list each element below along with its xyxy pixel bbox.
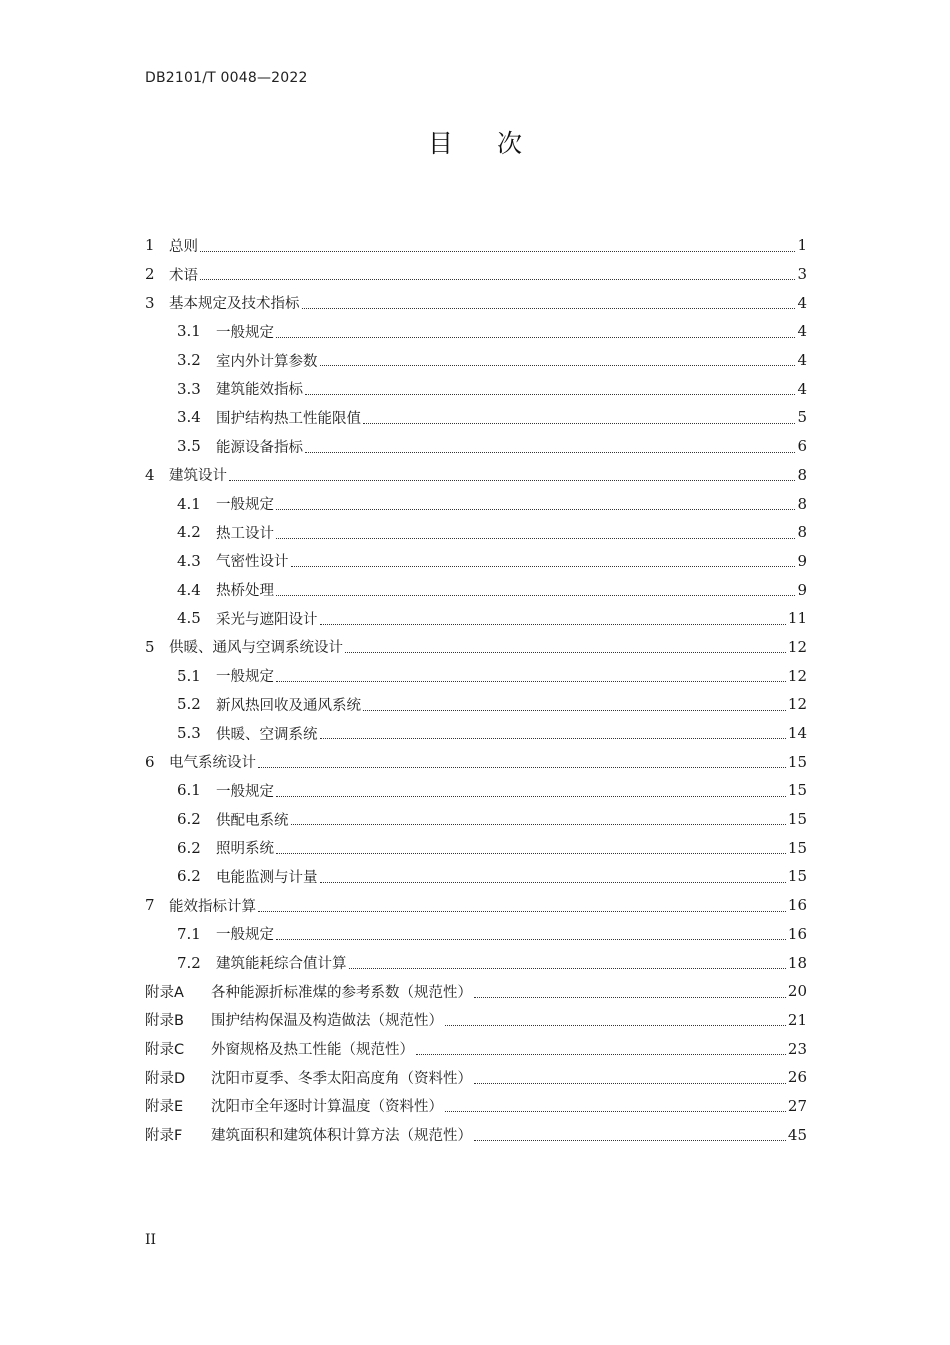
dot-leader — [320, 737, 786, 739]
dot-leader — [363, 709, 786, 711]
toc-entry-page: 6 — [797, 437, 807, 456]
toc-entry-page: 12 — [787, 666, 807, 685]
toc-entry-page: 5 — [797, 408, 807, 427]
toc-entry-page: 23 — [787, 1039, 807, 1058]
toc-entry-title: 新风热回收及通风系统 — [216, 697, 361, 714]
toc-entry-number: 附录F — [145, 1128, 183, 1145]
toc-entry-title: 术语 — [169, 267, 198, 284]
dot-leader — [276, 336, 795, 338]
toc-entry-number: 4.4 — [177, 580, 201, 599]
toc-entry-page: 20 — [787, 982, 807, 1001]
toc-entry-title: 沈阳市夏季、冬季太阳高度角（资料性） — [211, 1070, 472, 1087]
toc-entry-number: 5 — [145, 637, 155, 656]
toc-entry-number: 7 — [145, 896, 155, 915]
toc-entry-page: 8 — [797, 523, 807, 542]
toc-entry-title: 沈阳市全年逐时计算温度（资料性） — [211, 1099, 443, 1116]
toc-entry-title: 基本规定及技术指标 — [169, 296, 300, 313]
toc-entry-page: 9 — [797, 580, 807, 599]
dot-leader — [276, 594, 795, 596]
toc-section-entry[interactable] — [145, 518, 807, 547]
dot-leader — [276, 852, 786, 854]
toc-section-entry[interactable] — [145, 604, 807, 633]
toc-entry-page: 4 — [797, 351, 807, 370]
toc-chapter-entry[interactable] — [145, 633, 807, 662]
toc-section-entry[interactable] — [145, 346, 807, 375]
toc-entry-title: 建筑面积和建筑体积计算方法（规范性） — [211, 1128, 472, 1145]
toc-entry-number: 6.2 — [177, 838, 201, 857]
toc-entry-page: 11 — [787, 609, 807, 628]
dot-leader — [320, 364, 796, 366]
toc-entry-page: 15 — [787, 752, 807, 771]
toc-section-entry[interactable] — [145, 776, 807, 805]
toc-entry-number: 4.5 — [177, 609, 201, 628]
toc-entry-number: 3.1 — [177, 322, 201, 341]
toc-entry-page: 12 — [787, 695, 807, 714]
toc-entry-title: 一般规定 — [216, 669, 274, 686]
toc-entry-title: 能源设备指标 — [216, 439, 303, 456]
toc-entry-page: 15 — [787, 867, 807, 886]
toc-entry-title: 电气系统设计 — [169, 755, 256, 772]
dot-leader — [363, 422, 795, 424]
toc-entry-number: 3.4 — [177, 408, 201, 427]
dot-leader — [291, 823, 786, 825]
toc-entry-number: 3.3 — [177, 379, 201, 398]
toc-entry-title: 建筑设计 — [169, 468, 227, 485]
dot-leader — [258, 766, 786, 768]
toc-entry-title: 热工设计 — [216, 525, 274, 542]
toc-entry-number: 1 — [145, 236, 155, 255]
toc-entry-page: 18 — [787, 953, 807, 972]
toc-section-entry[interactable] — [145, 719, 807, 748]
dot-leader — [276, 537, 795, 539]
toc-entry-page: 15 — [787, 781, 807, 800]
toc-entry-title: 建筑能耗综合值计算 — [216, 956, 347, 973]
dot-leader — [445, 1110, 786, 1112]
toc-entry-title: 供暖、通风与空调系统设计 — [169, 640, 343, 657]
toc-entry-title: 采光与遮阳设计 — [216, 611, 318, 628]
toc-entry-number: 4 — [145, 465, 155, 484]
toc-entry-number: 6.2 — [177, 867, 201, 886]
toc-entry-title: 围护结构保温及构造做法（规范性） — [211, 1013, 443, 1030]
toc-chapter-entry[interactable] — [145, 260, 807, 289]
toc-entry-number: 附录E — [145, 1099, 184, 1116]
toc-entry-number: 6.1 — [177, 781, 201, 800]
toc-section-entry[interactable] — [145, 805, 807, 834]
toc-entry-page: 26 — [787, 1068, 807, 1087]
toc-entry-number: 附录A — [145, 984, 184, 1001]
dot-leader — [258, 910, 786, 912]
dot-leader — [474, 1139, 786, 1141]
toc-appendix-entry[interactable] — [145, 1063, 807, 1092]
toc-entry-page: 4 — [797, 293, 807, 312]
dot-leader — [229, 479, 795, 481]
dot-leader — [474, 1082, 786, 1084]
dot-leader — [200, 278, 795, 280]
toc-entry-title: 建筑能效指标 — [216, 382, 303, 399]
toc-entry-page: 1 — [797, 236, 807, 255]
toc-entry-title: 能效指标计算 — [169, 898, 256, 915]
page-number: II — [145, 1232, 157, 1248]
toc-appendix-entry[interactable] — [145, 1120, 807, 1149]
toc-entry-number: 5.2 — [177, 695, 201, 714]
toc-entry-number: 5.1 — [177, 666, 201, 685]
toc-entry-page: 4 — [797, 379, 807, 398]
toc-entry-title: 供配电系统 — [216, 812, 289, 829]
dot-leader — [302, 307, 796, 309]
dot-leader — [445, 1024, 786, 1026]
toc-section-entry[interactable] — [145, 317, 807, 346]
toc-entry-title: 照明系统 — [216, 841, 274, 858]
toc-appendix-entry[interactable] — [145, 1006, 807, 1035]
toc-chapter-entry[interactable] — [145, 288, 807, 317]
toc-entry-title: 一般规定 — [216, 783, 274, 800]
toc-chapter-entry[interactable] — [145, 231, 807, 260]
toc-section-entry[interactable] — [145, 374, 807, 403]
toc-entry-number: 3.5 — [177, 437, 201, 456]
toc-entry-number: 6.2 — [177, 810, 201, 829]
toc-entry-number: 4.2 — [177, 523, 201, 542]
page-title: 目次 — [427, 129, 566, 158]
toc-entry-number: 附录C — [145, 1042, 185, 1059]
toc-section-entry[interactable] — [145, 833, 807, 862]
toc-entry-number: 4.1 — [177, 494, 201, 513]
toc-entry-title: 室内外计算参数 — [216, 353, 318, 370]
toc-section-entry[interactable] — [145, 432, 807, 461]
toc-entry-number: 3 — [145, 293, 155, 312]
toc-entry-title: 电能监测与计量 — [216, 869, 318, 886]
toc-entry-page: 8 — [797, 465, 807, 484]
toc-chapter-entry[interactable] — [145, 891, 807, 920]
dot-leader — [320, 623, 786, 625]
toc-appendix-entry[interactable] — [145, 1034, 807, 1063]
toc-entry-title: 气密性设计 — [216, 554, 289, 571]
dot-leader — [305, 451, 795, 453]
toc-entry-number: 4.3 — [177, 551, 201, 570]
toc-entry-title: 热桥处理 — [216, 583, 274, 600]
dot-leader — [200, 250, 795, 252]
toc-entry-page: 16 — [787, 924, 807, 943]
toc-section-entry[interactable] — [145, 547, 807, 576]
toc-entry-number: 6 — [145, 752, 155, 771]
toc-entry-title: 供暖、空调系统 — [216, 726, 318, 743]
dot-leader — [276, 795, 786, 797]
toc-section-entry[interactable] — [145, 690, 807, 719]
toc-section-entry[interactable] — [145, 403, 807, 432]
toc-chapter-entry[interactable] — [145, 461, 807, 490]
toc-appendix-entry[interactable] — [145, 1092, 807, 1121]
toc-entry-title: 各种能源折标准煤的参考系数（规范性） — [211, 984, 472, 1001]
toc-entry-number: 7.2 — [177, 953, 201, 972]
toc-section-entry[interactable] — [145, 575, 807, 604]
dot-leader — [320, 881, 786, 883]
document-code: DB2101/T 0048—2022 — [145, 70, 308, 86]
dot-leader — [305, 393, 795, 395]
toc-entry-page: 9 — [797, 551, 807, 570]
dot-leader — [291, 565, 796, 567]
toc-appendix-entry[interactable] — [145, 977, 807, 1006]
toc-entry-number: 附录B — [145, 1013, 184, 1030]
dot-leader — [276, 508, 795, 510]
dot-leader — [345, 651, 786, 653]
dot-leader — [349, 967, 786, 969]
toc-section-entry[interactable] — [145, 489, 807, 518]
dot-leader — [276, 938, 786, 940]
dot-leader — [474, 996, 786, 998]
toc-entry-page: 45 — [787, 1125, 807, 1144]
dot-leader — [416, 1053, 786, 1055]
toc-entry-page: 15 — [787, 838, 807, 857]
toc-entry-title: 一般规定 — [216, 324, 274, 341]
toc-entry-page: 15 — [787, 810, 807, 829]
toc-entry-number: 附录D — [145, 1070, 186, 1087]
toc-entry-title: 围护结构热工性能限值 — [216, 410, 361, 427]
toc-entry-page: 4 — [797, 322, 807, 341]
toc-entry-number: 3.2 — [177, 351, 201, 370]
toc-section-entry[interactable] — [145, 661, 807, 690]
toc-entry-number: 7.1 — [177, 924, 201, 943]
toc-entry-page: 12 — [787, 637, 807, 656]
toc-section-entry[interactable] — [145, 862, 807, 891]
toc-section-entry[interactable] — [145, 948, 807, 977]
table-of-contents — [145, 231, 807, 1149]
toc-entry-number: 2 — [145, 265, 155, 284]
toc-entry-page: 16 — [787, 896, 807, 915]
toc-entry-page: 21 — [787, 1010, 807, 1029]
toc-entry-title: 一般规定 — [216, 927, 274, 944]
dot-leader — [276, 680, 786, 682]
toc-entry-title: 总则 — [169, 238, 198, 255]
toc-chapter-entry[interactable] — [145, 747, 807, 776]
toc-entry-page: 27 — [787, 1096, 807, 1115]
toc-entry-page: 3 — [797, 265, 807, 284]
toc-entry-title: 外窗规格及热工性能（规范性） — [211, 1042, 414, 1059]
toc-entry-page: 8 — [797, 494, 807, 513]
toc-entry-page: 14 — [787, 724, 807, 743]
toc-entry-number: 5.3 — [177, 724, 201, 743]
toc-section-entry[interactable] — [145, 920, 807, 949]
toc-entry-title: 一般规定 — [216, 497, 274, 514]
